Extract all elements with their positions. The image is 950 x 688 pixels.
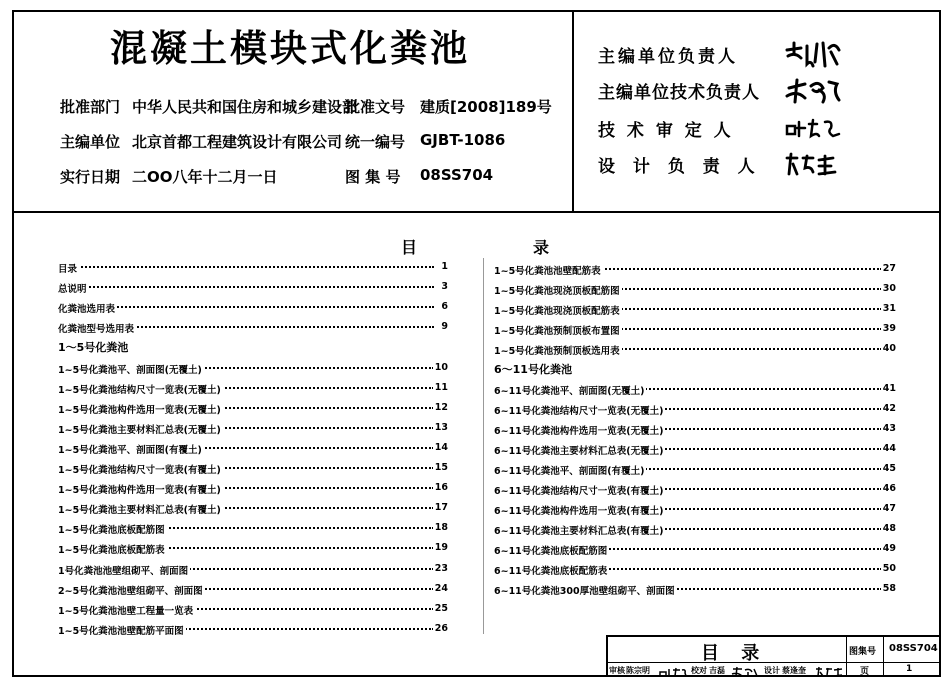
toc-entry-title: 6~11号化粪池平、剖面图(有覆土) — [494, 463, 646, 477]
toc-entry-title: 1~5号化粪池现浇顶板配筋表 — [494, 303, 622, 317]
toc-entry[interactable] — [494, 343, 896, 357]
signature-chief-tech — [783, 76, 843, 106]
toc-entry[interactable] — [58, 301, 448, 315]
toc-entry-title: 1~5号化粪池预制顶板布置图 — [494, 323, 622, 337]
toc-entry-title: 1~5号化粪池构件选用一览表(有覆土) — [58, 482, 223, 496]
toc-entry[interactable] — [58, 542, 448, 556]
toc-leader-dots — [58, 266, 434, 268]
toc-entry[interactable] — [494, 403, 896, 417]
tb-design-label: 设计 — [764, 666, 780, 675]
toc-entry-page: 40 — [882, 343, 896, 354]
toc-entry-title: 1~5号化粪池主要材料汇总表(有覆土) — [58, 502, 223, 516]
toc-entry[interactable] — [58, 382, 448, 396]
atlas-no-label: 图 集 号 — [345, 168, 401, 186]
toc-entry-title: 1~5号化粪池池壁工程量一览表 — [58, 603, 195, 617]
toc-entry-title: 1~5号化粪池底板配筋图 — [58, 522, 167, 536]
header-vertical-divider — [572, 10, 574, 212]
toc-entry-title: 1号化粪池池壁组砌平、剖面图 — [58, 563, 190, 577]
editor-unit-label: 主编单位 — [60, 133, 121, 151]
toc-entry[interactable] — [58, 261, 448, 275]
toc-entry[interactable] — [494, 563, 896, 577]
toc-entry[interactable] — [494, 523, 896, 537]
toc-entry[interactable] — [494, 503, 896, 517]
toc-entry-title: 1~5号化粪池池壁配筋表 — [494, 263, 603, 277]
header-divider — [12, 211, 941, 213]
toc-entry[interactable] — [494, 303, 896, 317]
toc-entry-page: 6 — [441, 301, 448, 313]
toc-entry-page: 42 — [882, 403, 896, 414]
tb-check-name: 吉磊 — [709, 666, 725, 675]
toc-entry-title: 1~5号化粪池平、剖面图(无覆土) — [58, 362, 204, 376]
toc-leader-dots — [58, 286, 434, 288]
toc-entry-page: 12 — [434, 401, 448, 413]
resp-label: 技 术 审 定 人 — [598, 121, 734, 141]
resp-label: 设 计 负 责 人 — [598, 157, 761, 177]
toc-entry-page: 41 — [882, 383, 896, 394]
toc-entry[interactable] — [58, 502, 448, 516]
resp-row-chief-unit — [598, 42, 928, 72]
toc-entry[interactable] — [494, 463, 896, 477]
toc-entry-title: 6~11号化粪池结构尺寸一览表(有覆土) — [494, 483, 665, 497]
toc-entry-title: 6~11号化粪池构件选用一览表(有覆土) — [494, 503, 665, 517]
toc-entry[interactable] — [58, 321, 448, 335]
toc-entry[interactable] — [58, 563, 448, 577]
toc-entry-title: 6~11号化粪池底板配筋图 — [494, 543, 609, 557]
toc-entry-title: 2~5号化粪池池壁组砌平、剖面图 — [58, 583, 205, 597]
impl-date-label: 实行日期 — [60, 168, 121, 186]
toc-entry-page: 11 — [434, 381, 448, 393]
tb-check-signature — [730, 663, 760, 682]
toc-entry-page: 10 — [434, 361, 448, 373]
toc-entry-page: 50 — [882, 563, 896, 574]
toc-entry-title: 1~5号化粪池构件选用一览表(无覆土) — [58, 402, 223, 416]
toc-entry-title: 目录 — [58, 261, 79, 275]
toc-entry[interactable] — [58, 623, 448, 637]
toc-heading-right: 录 — [533, 238, 550, 257]
toc-entry[interactable] — [58, 442, 448, 456]
approval-doc-label: 批准文号 — [345, 98, 406, 116]
toc-entry-title: 6~11号化粪池底板配筋表 — [494, 563, 609, 577]
toc-entry-title: 6~11号化粪池结构尺寸一览表(无覆土) — [494, 403, 665, 417]
tb-review-name: 陈宗明 — [626, 666, 650, 675]
toc-entry[interactable] — [58, 583, 448, 597]
tb-design-signature — [814, 663, 844, 682]
toc-entry-page: 27 — [882, 263, 896, 274]
signature-tech-review — [783, 114, 843, 144]
toc-entry-title: 1~5号化粪池现浇顶板配筋图 — [494, 283, 622, 297]
toc-entry[interactable] — [494, 543, 896, 557]
toc-entry[interactable] — [58, 402, 448, 416]
resp-row-design-lead — [598, 152, 928, 182]
toc-entry[interactable] — [58, 522, 448, 536]
title-block — [606, 635, 939, 675]
toc-entry[interactable] — [58, 422, 448, 436]
toc-entry[interactable] — [494, 443, 896, 457]
toc-entry-page: 25 — [434, 602, 448, 614]
toc-entry-page: 43 — [882, 423, 896, 434]
toc-entry-title: 6~11号化粪池平、剖面图(无覆土) — [494, 383, 646, 397]
toc-entry[interactable] — [494, 583, 896, 597]
toc-entry-page: 16 — [434, 482, 448, 494]
tb-atlas-no-label: 图集号 — [849, 647, 877, 657]
unified-no-label: 统一编号 — [345, 133, 406, 151]
toc-entry-page: 13 — [434, 421, 448, 433]
toc-entry-page: 47 — [882, 503, 896, 514]
atlas-no: 08SS704 — [420, 166, 494, 184]
toc-entry[interactable] — [494, 483, 896, 497]
toc-entry[interactable] — [494, 383, 896, 397]
toc-entry-title: 6~11号化粪池主要材料汇总表(无覆土) — [494, 443, 665, 457]
toc-entry-title: 1~5号化粪池结构尺寸一览表(无覆土) — [58, 382, 223, 396]
toc-entry[interactable] — [494, 323, 896, 337]
toc-entry[interactable] — [494, 423, 896, 437]
toc-section-heading: 1～5号化粪池 — [58, 341, 129, 355]
toc-entry[interactable] — [58, 482, 448, 496]
signature-design-lead — [783, 150, 843, 180]
signature-chief-unit — [783, 40, 843, 70]
toc-entry-title: 1~5号化粪池底板配筋表 — [58, 542, 167, 556]
toc-entry-title: 化粪池选用表 — [58, 301, 117, 315]
toc-entry-page: 39 — [882, 323, 896, 334]
toc-entry-page: 1 — [441, 261, 448, 272]
toc-entry-page: 3 — [441, 281, 448, 293]
toc-entry-title: 1~5号化粪池结构尺寸一览表(有覆土) — [58, 462, 223, 476]
toc-entry[interactable] — [58, 281, 448, 295]
toc-entry-title: 1~5号化粪池池壁配筋平面图 — [58, 623, 186, 637]
toc-entry-page: 58 — [882, 583, 896, 594]
resp-row-chief-tech — [598, 78, 928, 108]
approval-dept: 中华人民共和国住房和城乡建设部 — [132, 98, 358, 116]
toc-entry-title: 6~11号化粪池主要材料汇总表(有覆土) — [494, 523, 665, 537]
toc-entry-title: 1~5号化粪池主要材料汇总表(无覆土) — [58, 422, 223, 436]
toc-entry-page: 45 — [882, 463, 896, 474]
toc-entry-page: 49 — [882, 543, 896, 554]
toc-heading-left: 目 — [401, 238, 418, 257]
tb-review-signature — [658, 663, 688, 682]
toc-entry-page: 30 — [882, 283, 896, 294]
toc-entry[interactable] — [58, 362, 448, 376]
tb-page-label: 页 — [860, 667, 870, 677]
tb-design-name: 蔡逢奎 — [782, 666, 806, 675]
toc-entry[interactable] — [494, 283, 896, 297]
toc-entry-title: 总说明 — [58, 281, 89, 295]
toc-entry-page: 18 — [434, 522, 448, 534]
toc-entry-title: 6~11号化粪池300厚池壁组砌平、剖面图 — [494, 583, 677, 597]
toc-entry-page: 19 — [434, 542, 448, 554]
tb-atlas-no: 08SS704 — [889, 643, 938, 654]
toc-entry[interactable] — [494, 263, 896, 277]
toc-section-heading: 6～11号化粪池 — [494, 363, 572, 376]
toc-entry-page: 17 — [434, 502, 448, 514]
resp-label: 主编单位技术负责人 — [598, 83, 760, 103]
toc-entry-title: 1~5号化粪池平、剖面图(有覆土) — [58, 442, 204, 456]
tb-page: 1 — [906, 664, 913, 674]
toc-entry-page: 26 — [434, 622, 448, 634]
toc-entry-page: 44 — [882, 443, 896, 454]
toc-entry-page: 15 — [434, 462, 448, 473]
resp-row-tech-review — [598, 116, 928, 146]
toc-entry-title: 6~11号化粪池构件选用一览表(无覆土) — [494, 423, 665, 437]
editor-unit: 北京首都工程建筑设计有限公司 — [132, 133, 343, 151]
toc-entry-title: 化粪池型号选用表 — [58, 321, 136, 335]
sheet-title: 目 录 — [701, 643, 768, 664]
toc-entry-page: 23 — [434, 562, 448, 574]
approval-doc: 建质[2008]189号 — [420, 98, 552, 116]
tb-check-label: 校对 — [691, 666, 707, 675]
toc-entry-page: 9 — [441, 321, 448, 333]
impl-date: 二OO八年十二月一日 — [132, 168, 278, 186]
toc-entry[interactable] — [58, 462, 448, 476]
atlas-title: 混凝土模块式化粪池 — [110, 27, 470, 70]
toc-entry-page: 14 — [434, 441, 448, 453]
unified-no: GJBT-1086 — [420, 131, 506, 149]
toc-entry-page: 48 — [882, 523, 896, 534]
toc-entry-page: 31 — [882, 303, 896, 314]
toc-entry-title: 1~5号化粪池预制顶板选用表 — [494, 343, 622, 357]
approval-dept-label: 批准部门 — [60, 98, 121, 116]
toc-entry[interactable] — [58, 603, 448, 617]
toc-entry-page: 24 — [434, 582, 448, 594]
resp-label: 主编单位负责人 — [598, 47, 738, 67]
toc-column-divider — [483, 258, 484, 634]
tb-review-label: 审核 — [609, 666, 625, 675]
toc-entry-page: 46 — [882, 483, 896, 494]
